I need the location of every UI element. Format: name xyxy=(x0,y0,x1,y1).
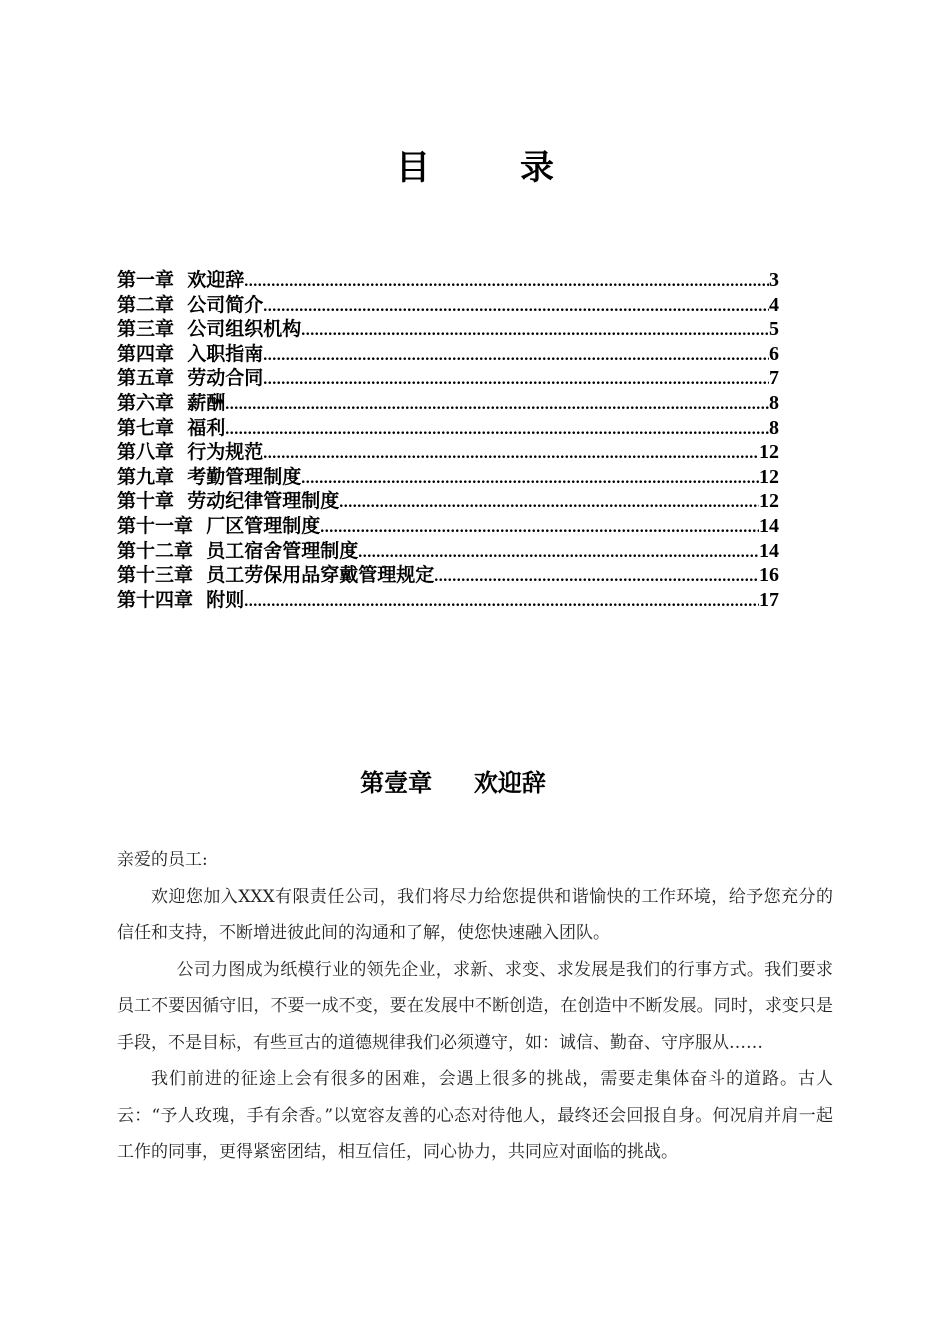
toc-entry[interactable] xyxy=(117,560,779,585)
toc-leader-dots xyxy=(301,470,759,488)
body-paragraph: 欢迎您加入XXX有限责任公司，我们将尽力给您提供和谐愉快的工作环境，给予您充分的信任和支持，不断增进彼此间的沟通和了解，使您快速融入团队。 xyxy=(117,886,833,943)
toc-leader-dots xyxy=(358,544,759,562)
toc-entry-page: 16 xyxy=(759,564,779,587)
body-paragraph: 我们前进的征途上会有很多的困难，会遇上很多的挑战，需要走集体奋斗的道路。古人云：“予人玫瑰，手有余香。”以宽容友善的心态对待他人，最终还会回报自身。何况肩并肩一起工作的同事，更得紧密团结，相互信任，同心协力，共同应对面临的挑战。 xyxy=(117,1069,833,1162)
toc-entry-page: 4 xyxy=(769,293,779,316)
toc-entry[interactable] xyxy=(117,290,779,315)
toc-entry[interactable] xyxy=(117,413,779,438)
toc-entry-page: 14 xyxy=(759,514,779,537)
toc-entry[interactable] xyxy=(117,314,779,339)
table-of-contents xyxy=(117,265,779,609)
toc-entry[interactable] xyxy=(117,486,779,511)
greeting: 亲爱的员工: xyxy=(117,850,208,870)
toc-entry-label: 第八章 行为规范 xyxy=(117,441,264,464)
toc-entry-label: 第二章 公司简介 xyxy=(117,293,264,316)
toc-entry-label: 第十三章 员工劳保用品穿戴管理规定 xyxy=(117,564,435,587)
toc-entry-page: 6 xyxy=(769,342,779,365)
toc-entry-label: 第十章 劳动纪律管理制度 xyxy=(117,490,340,513)
toc-leader-dots xyxy=(263,371,769,389)
toc-entry-page: 7 xyxy=(769,367,779,390)
toc-entry-label: 第一章 欢迎辞 xyxy=(117,269,245,291)
toc-leader-dots xyxy=(225,421,769,439)
toc-leader-dots xyxy=(244,273,769,291)
toc-entry[interactable] xyxy=(117,388,779,413)
toc-entry-page: 12 xyxy=(759,441,779,464)
toc-leader-dots xyxy=(339,494,759,512)
toc-entry-label: 第五章 劳动合同 xyxy=(117,367,264,390)
toc-leader-dots xyxy=(434,568,759,586)
toc-entry[interactable] xyxy=(117,462,779,487)
toc-leader-dots xyxy=(263,347,769,365)
toc-entry-page: 12 xyxy=(759,465,779,488)
toc-entry[interactable] xyxy=(117,339,779,364)
toc-entry-label: 第四章 入职指南 xyxy=(117,342,264,365)
toc-entry-label: 第十一章 厂区管理制度 xyxy=(117,514,321,537)
toc-entry-page: 8 xyxy=(769,391,779,414)
toc-leader-dots xyxy=(263,445,759,463)
chapter-body xyxy=(117,842,833,1171)
toc-entry[interactable] xyxy=(117,437,779,462)
toc-entry-page: 12 xyxy=(759,490,779,513)
chapter-title: 第壹章 欢迎辞 xyxy=(360,769,546,797)
toc-entry-page: 8 xyxy=(769,416,779,439)
toc-entry-label: 第十四章 附则 xyxy=(117,588,245,611)
toc-entry[interactable] xyxy=(117,536,779,561)
toc-leader-dots xyxy=(301,322,769,340)
toc-entry-label: 第六章 薪酬 xyxy=(117,391,226,414)
toc-entry-label: 第七章 福利 xyxy=(117,416,226,439)
toc-entry-page: 5 xyxy=(769,318,779,341)
body-paragraph: 公司力图成为纸模行业的领先企业，求新、求变、求发展是我们的行事方式。我们要求员工不要因循守旧，不要一成不变，要在发展中不断创造，在创造中不断发展。同时，求变只是手段，不是目标，有些亘古的道德规律我们必须遵守，如：诚信、勤奋、守序服从…… xyxy=(117,959,833,1053)
toc-entry-page: 14 xyxy=(759,539,779,562)
toc-entry[interactable] xyxy=(117,363,779,388)
toc-entry-page: 3 xyxy=(769,269,779,291)
toc-leader-dots xyxy=(225,396,769,414)
toc-entry[interactable] xyxy=(117,265,779,290)
toc-leader-dots xyxy=(263,298,769,316)
toc-entry-label: 第三章 公司组织机构 xyxy=(117,318,302,341)
toc-entry[interactable] xyxy=(117,585,779,610)
toc-leader-dots xyxy=(320,519,759,537)
toc-entry[interactable] xyxy=(117,511,779,536)
toc-entry-label: 第九章 考勤管理制度 xyxy=(117,465,302,488)
toc-entry-label: 第十二章 员工宿舍管理制度 xyxy=(117,539,359,562)
toc-title: 目 录 xyxy=(396,148,582,188)
toc-entry-page: 17 xyxy=(759,588,779,611)
toc-leader-dots xyxy=(244,593,759,611)
